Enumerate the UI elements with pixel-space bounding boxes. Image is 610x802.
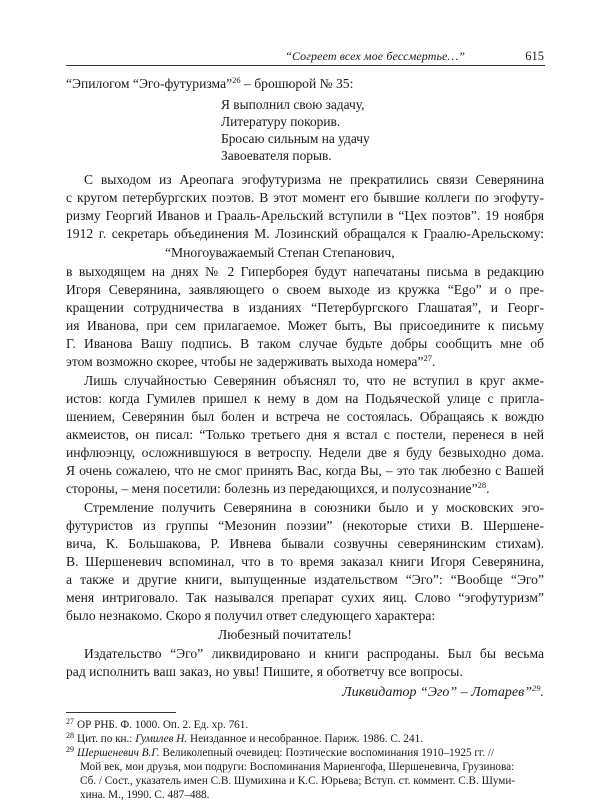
paragraph-line: футуристов из группы “Мезонин поэзии” (некоторые стихи В. Шершене-: [66, 518, 544, 533]
footnote-29-cont: Сб. / Сост., указатель имен С.В. Шумихина и К.С. Юрьева; Вступ. ст. коммент. С.В. Шуми-: [80, 775, 516, 787]
paragraph-line: ризму Георгий Иванов и Грааль-Арельский вступили в “Цех поэтов”. 19 ноября: [66, 208, 544, 223]
paragraph-line: меня интриговало. Так назывался препарат сухих яиц. Слово “эгофутуризм”: [66, 590, 544, 605]
paragraph-line: Издательство “Эго” ликвидировано и книги распроданы. Был бы весьма: [84, 646, 544, 661]
poem-line: Я выполнил свою задачу,: [221, 97, 365, 112]
paragraph-line-last: стороны, – меня посетили: болезнь из передающихся, и полусознание”$^{28}$.: [66, 480, 490, 496]
footnote-29-cont: хина. М., 1990. С. 487–488.: [80, 789, 210, 801]
signature: Ликвидатор “Эго” – Лотарев”$^{29}$.: [342, 683, 544, 700]
footnote-28: $^{28}$ Цит. по кн.: Гумилев Н. Неизданное и несобранное. Париж. 1986. С. 241.: [66, 731, 423, 745]
letter-line: в выходящем на днях № 2 Гиперборея будут напечатаны письма в редакцию: [66, 264, 544, 279]
paragraph-line: вича, К. Большакова, Р. Ивнева бывали созвучны северянинским стихам).: [66, 536, 544, 551]
letter-line: Г. Иванова Вашу подпись. В таком случае будьте добры сообщить мне об: [66, 336, 544, 351]
paragraph-line: Стремление получить Северянина в союзники было и у московских эго-: [84, 500, 544, 515]
footnote-29-cont: Мой век, мои друзья, мои подруги: Воспоминания Мариенгофа, Шершеневича, Грузинова:: [80, 761, 515, 773]
letter-line: ия Иванова, при сем прилагаемое. Может быть, Вы присоедините к письму: [66, 318, 544, 333]
footnote-27: $^{27}$ ОР РНБ. Ф. 1000. Оп. 2. Ед. хр. 761.: [66, 717, 249, 731]
page-header: [66, 49, 544, 63]
page-number: 615: [525, 49, 544, 63]
running-head: “Согреет всех мое бессмертье…”: [285, 49, 465, 63]
paragraph-line: Лишь случайностью Северянин объяснял то, что не вступил в круг акме-: [84, 373, 544, 388]
paragraph-line: 1912 г. секретарь объединения М. Лозинский обращался к Граалю-Арельскому:: [66, 226, 544, 241]
paragraph-line: с кругом петербургских поэтов. В этот момент его бывшие коллеги по эгофуту-: [66, 190, 544, 205]
poem-line: Литературу покорив.: [221, 114, 341, 129]
letter-line-last: этом возможно скорее, чтобы не задерживать выхода номера”$^{27}$.: [66, 353, 436, 369]
header-rule: [66, 65, 545, 66]
letter-salutation: “Многоуважаемый Степан Степанович,: [165, 245, 395, 260]
footnote-rule: [66, 712, 176, 713]
paragraph-line: было незнакомо. Скоро я получил ответ следующего характера:: [66, 608, 436, 623]
paragraph-line: инфлюэнцу, осложнившуюся в ветроспу. Недели две я буду безвыходно дома.: [66, 445, 544, 460]
paragraph-line: истов: когда Гумилев пришел к нему в дом на Подьяческой улице с пригла-: [66, 391, 544, 406]
paragraph-line: С выходом из Ареопага эгофутуризма не прекратились связи Северянина: [84, 172, 544, 187]
paragraph-line: В. Шершеневич вспоминал, что в то время заказал книги Игоря Северянина,: [66, 554, 544, 569]
paragraph-line: рад исполнить ваш заказ, но увы! Пишите, я обответчу все вопросы.: [66, 664, 463, 679]
paragraph-line: а также и другие книги, выпущенные издательством “Эго”: “Вообще “Эго”: [66, 572, 544, 587]
poem-line: Бросаю сильным на удачу: [221, 131, 370, 146]
epilogue-line: “Эпилогом “Эго-футуризма”$^{26}$ – брошюрой № 35:: [66, 75, 354, 91]
letter-line: Игоря Северянина, заявляющего о своем выходе из кружка “Ego” и о пре-: [66, 282, 544, 297]
letter-line: кращении сотрудничества в изданиях “Петербургского Глашатая”, и Георг-: [66, 300, 544, 315]
paragraph-line: шением, Северянин был болен и встреча не состоялась. Обращаясь к вождю: [66, 409, 544, 424]
footnote-29: $^{29}$ Шершеневич В.Г. Великолепный очевидец: Поэтические воспоминания 1910–1925 гг. //: [66, 745, 495, 759]
greeting: Любезный почитатель!: [218, 627, 352, 642]
poem-line: Завоевателя порыв.: [221, 148, 332, 163]
paragraph-line: Я очень сожалею, что не смог принять Вас, когда Вы, – это так любезно с Вашей: [66, 463, 544, 478]
paragraph-line: акмеистов, он писал: “Только третьего дня я встал с постели, перенеся в ней: [66, 427, 544, 442]
